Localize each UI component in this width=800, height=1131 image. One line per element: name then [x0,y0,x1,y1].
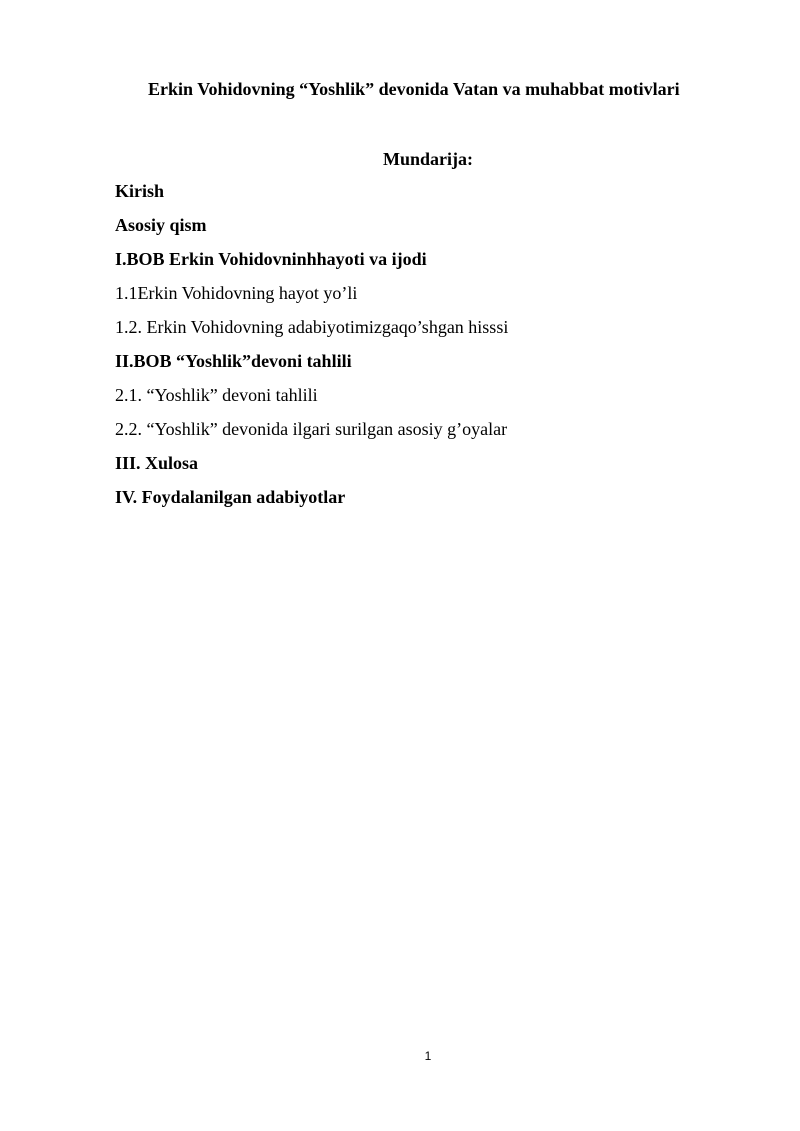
toc-item-references: IV. Foydalanilgan adabiyotlar [115,487,346,507]
toc-item-chapter-1: I.BOB Erkin Vohidovninhhayoti va ijodi [115,249,427,269]
toc-heading: Mundarija: [383,149,473,169]
toc-item-section-2-1: 2.1. “Yoshlik” devoni tahlili [115,385,318,405]
document-title: Erkin Vohidovning “Yoshlik” devonida Vatan va muhabbat motivlari [148,79,680,99]
table-of-contents [115,180,508,520]
toc-item-section-1-1: 1.1Erkin Vohidovning hayot yo’li [115,283,358,303]
toc-item-chapter-2: II.BOB “Yoshlik”devoni tahlili [115,351,352,371]
toc-item-kirish: Kirish [115,181,165,201]
toc-item-xulosa: III. Xulosa [115,453,199,473]
page-number: 1 [424,1049,432,1063]
toc-item-asosiy-qism: Asosiy qism [115,215,207,235]
toc-item-section-2-2: 2.2. “Yoshlik” devonida ilgari surilgan asosiy g’oyalar [115,419,508,439]
toc-item-section-1-2: 1.2. Erkin Vohidovning adabiyotimizgaqo’shgan hisssi [115,317,509,337]
